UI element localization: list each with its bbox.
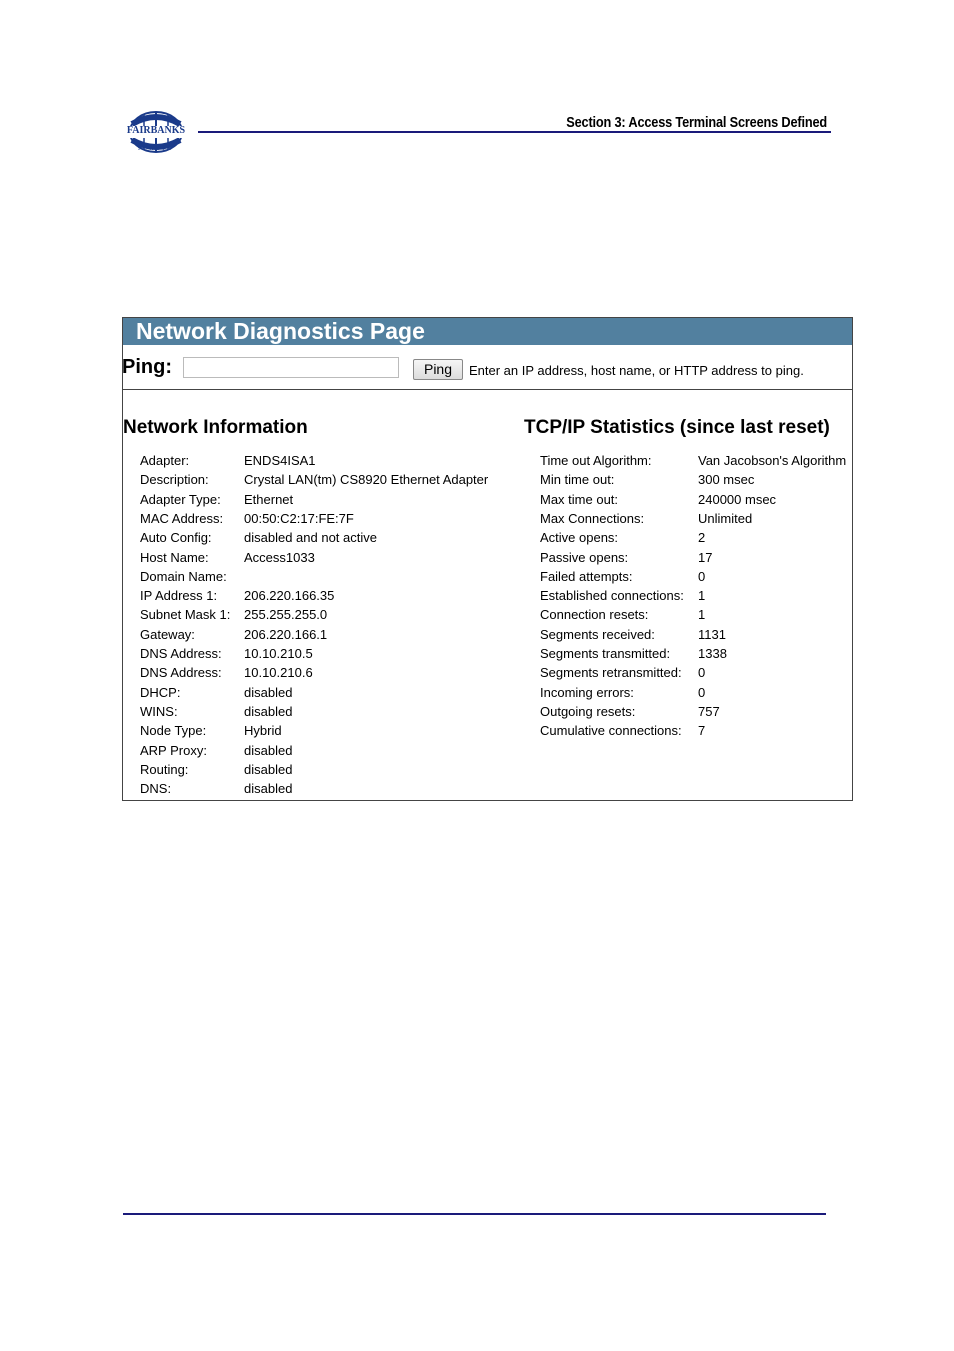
tcp-stat-key: Min time out: <box>540 472 615 488</box>
network-info-key: DNS Address: <box>140 646 222 661</box>
tcp-stat-key: Established connections: <box>540 588 684 604</box>
tcp-stat-key: Segments transmitted: <box>540 646 671 661</box>
tcp-statistics-heading: TCP/IP Statistics (since last reset) <box>524 417 830 438</box>
network-info-key: DNS Address: <box>140 665 222 681</box>
ping-hint: Enter an IP address, host name, or HTTP address to ping. <box>469 363 804 378</box>
network-diagnostics-panel <box>122 317 853 801</box>
network-info-value: Crystal LAN(tm) CS8920 Ethernet Adapter <box>244 472 489 488</box>
network-info-key: Description: <box>140 472 209 488</box>
tcp-stat-key: Outgoing resets: <box>540 703 636 719</box>
tcp-stat-value: 1131 <box>698 626 726 642</box>
network-info-value: 255.255.255.0 <box>244 607 328 623</box>
page-title-bar <box>123 318 852 345</box>
tcp-stat-value: 757 <box>698 703 720 719</box>
fairbanks-logo <box>124 110 188 156</box>
footer-rule <box>123 1213 826 1215</box>
network-information-heading: Network Information <box>123 417 308 438</box>
network-info-value: disabled <box>244 781 293 797</box>
network-info-key: IP Address 1: <box>140 588 218 604</box>
tcp-stat-key: Cumulative connections: <box>540 723 682 739</box>
network-info-value: 10.10.210.5 <box>244 646 313 661</box>
network-info-key: Subnet Mask 1: <box>140 607 231 623</box>
section-title: Section 3: Access Terminal Screens Defined <box>566 114 827 131</box>
logo-subtext: SCALES <box>137 147 175 152</box>
tcp-stat-value: 1338 <box>698 646 727 661</box>
tcp-stat-key: Passive opens: <box>540 549 629 565</box>
network-info-value: disabled <box>244 761 293 777</box>
network-info-value: 10.10.210.6 <box>244 665 313 681</box>
network-info-key: Host Name: <box>140 549 209 565</box>
network-info-value: disabled and not active <box>244 530 377 546</box>
network-info-value: Hybrid <box>244 723 282 739</box>
ping-label: Ping: <box>122 356 172 378</box>
tcp-stat-key: Incoming errors: <box>540 684 634 700</box>
network-info-key: DHCP: <box>140 684 181 700</box>
network-info-value: 00:50:C2:17:FE:7F <box>244 510 354 526</box>
network-info-value: 206.220.166.1 <box>244 626 328 642</box>
network-info-value: disabled <box>244 742 293 758</box>
tcp-stat-value: 0 <box>698 568 706 584</box>
network-info-key: Routing: <box>140 761 189 777</box>
tcp-stat-value: 1 <box>698 588 706 604</box>
network-info-key: Adapter: <box>140 453 190 468</box>
tcp-stat-value: 0 <box>698 665 706 681</box>
tcp-stat-key: Max time out: <box>540 491 619 507</box>
tcp-stat-key: Failed attempts: <box>540 568 633 584</box>
network-info-value: ENDS4ISA1 <box>244 453 316 468</box>
tcp-stat-value: 17 <box>698 549 713 565</box>
tcp-stat-value: 2 <box>698 530 706 546</box>
network-info-value: Ethernet <box>244 491 294 507</box>
network-info-value: 206.220.166.35 <box>244 588 335 604</box>
tcp-stat-key: Segments retransmitted: <box>540 665 682 681</box>
tcp-stat-key: Max Connections: <box>540 510 645 526</box>
ping-row <box>123 345 852 390</box>
network-info-value: disabled <box>244 684 293 700</box>
tcp-stat-key: Connection resets: <box>540 607 649 623</box>
network-info-key: Auto Config: <box>140 530 212 546</box>
tcp-stat-value: 1 <box>698 607 706 623</box>
network-info-key: Adapter Type: <box>140 491 221 507</box>
network-info-key: WINS: <box>140 703 178 719</box>
tcp-stat-value: 7 <box>698 723 706 739</box>
tcp-stat-key: Segments received: <box>540 626 655 642</box>
tcp-stat-value: 300 msec <box>698 472 755 488</box>
page-title: Network Diagnostics Page <box>136 318 425 344</box>
header-rule <box>198 131 831 133</box>
tcp-stat-value: Van Jacobson's Algorithm <box>698 453 847 468</box>
logo-text: FAIRBANKS <box>126 125 186 136</box>
network-info-value: Access1033 <box>244 549 315 565</box>
tcp-stat-value: 240000 msec <box>698 491 777 507</box>
ping-input[interactable] <box>183 357 399 378</box>
network-info-key: Domain Name: <box>140 568 227 584</box>
network-info-key: Gateway: <box>140 626 195 642</box>
network-info-key: MAC Address: <box>140 510 224 526</box>
ping-button[interactable]: Ping <box>413 359 463 380</box>
network-info-key: DNS: <box>140 781 172 797</box>
tcp-stat-value: 0 <box>698 684 706 700</box>
tcp-stat-value: Unlimited <box>698 510 753 526</box>
tcp-stat-key: Time out Algorithm: <box>540 453 652 468</box>
network-info-value: disabled <box>244 703 293 719</box>
tcp-stat-key: Active opens: <box>540 530 619 546</box>
network-info-key: Node Type: <box>140 723 207 739</box>
network-info-key: ARP Proxy: <box>140 742 207 758</box>
